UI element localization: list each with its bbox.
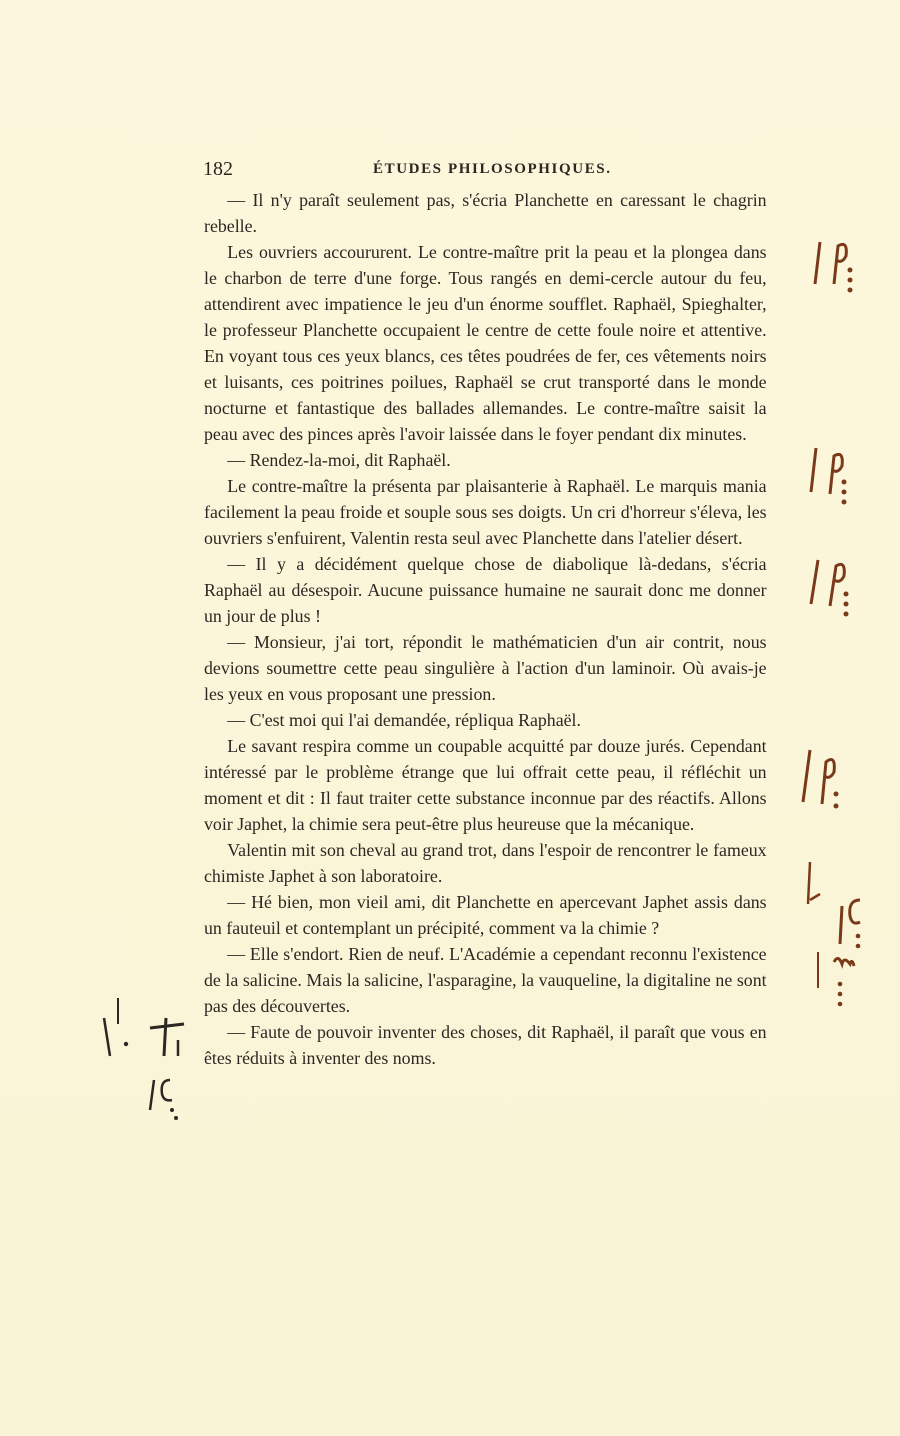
paragraph: — Il y a décidément quelque chose de diabolique là-dedans, s'écria Raphaël au désespoir. Aucune puissance humaine ne saurait donc me donner un jour de plus ! <box>204 554 767 626</box>
proof-mark-lp <box>808 552 854 620</box>
paragraph: — C'est moi qui l'ai demandée, répliqua Raphaël. <box>227 710 581 730</box>
running-title: ÉTUDES PHILOSOPHIQUES. <box>373 161 612 177</box>
paragraph: Valentin mit son cheval au grand trot, dans l'espoir de rencontrer le fameux chimiste Japhet à son laboratoire. <box>204 840 767 886</box>
proof-mark-lc <box>804 860 874 1014</box>
proof-mark-t-icon <box>100 994 200 1064</box>
proof-mark-lp <box>808 442 854 510</box>
proof-mark-lc-icon <box>804 860 874 1010</box>
paragraph: — Elle s'endort. Rien de neuf. L'Académie a cependant reconnu l'existence de la salicine. Mais la salicine, l'asparagine, la vauqueline, la digitaline ne sont pas des découvertes. <box>204 944 767 1016</box>
proof-mark-lp-icon <box>800 744 846 814</box>
paragraph: — Hé bien, mon vieil ami, dit Planchette en apercevant Japhet assis dans un fauteuil et contemplant un précipité, comment va la chimie ? <box>204 892 767 938</box>
page-number: 182 <box>203 158 233 180</box>
proof-mark-lc <box>146 1074 186 1128</box>
paragraph: — Monsieur, j'ai tort, répondit le mathématicien d'un air contrit, nous devions soumettre cette peau singulière à l'action d'un laminoir. Où avais-je les yeux en vous proposant une pression. <box>204 632 767 704</box>
paragraph: Le contre-maître la présenta par plaisanterie à Raphaël. Le marquis mania facilement la peau froide et souple sous ses doigts. Un cri d'horreur s'éleva, les ouvriers s'enfuirent, Valentin resta seul avec Planchette dans l'atelier désert. <box>204 476 767 548</box>
paragraph: — Il n'y paraît seulement pas, s'écria Planchette en caressant le chagrin rebelle. <box>204 190 767 236</box>
paragraph: Le savant respira comme un coupable acquitté par douze jurés. Cependant intéressé par le problème étrange que lui offrait cette peau, il réfléchit un moment et dit : Il faut traiter cette substance inconnue par des réactifs. Allons voir Japhet, la chimie sera peut-être plus heureuse que la mécanique. <box>204 736 767 834</box>
proof-mark-lp <box>800 744 846 818</box>
proof-mark-t <box>100 994 200 1068</box>
proof-mark-lp-icon <box>808 552 854 616</box>
page-header <box>203 158 783 182</box>
proof-mark-lc-icon <box>146 1074 186 1124</box>
proof-mark-lp-icon <box>808 442 854 506</box>
proof-mark-lp <box>812 236 858 300</box>
proof-mark-lp-icon <box>812 236 858 296</box>
paragraph: — Rendez-la-moi, dit Raphaël. <box>227 450 451 470</box>
body-text <box>204 187 767 1071</box>
paragraph: Les ouvriers accoururent. Le contre-maître prit la peau et la plongea dans le charbon de terre d'une forge. Tous rangés en demi-cercle autour du feu, attendirent avec impatience le jeu d'un énorme soufflet. Raphaël, Spieghalter, le professeur Planchette occupaient le centre de cette foule noire et attentive. En voyant tous ces yeux blancs, ces têtes poudrées de fer, ces vêtements noirs et luisants, ces poitrines poilues, Raphaël se crut transporté dans le monde nocturne et fantastique des ballades allemandes. Le contre-maître saisit la peau avec des pinces après l'avoir laissée dans le foyer pendant dix minutes. <box>204 242 767 444</box>
paragraph: — Faute de pouvoir inventer des choses, dit Raphaël, il paraît que vous en êtes réduits à inventer des noms. <box>204 1022 767 1068</box>
